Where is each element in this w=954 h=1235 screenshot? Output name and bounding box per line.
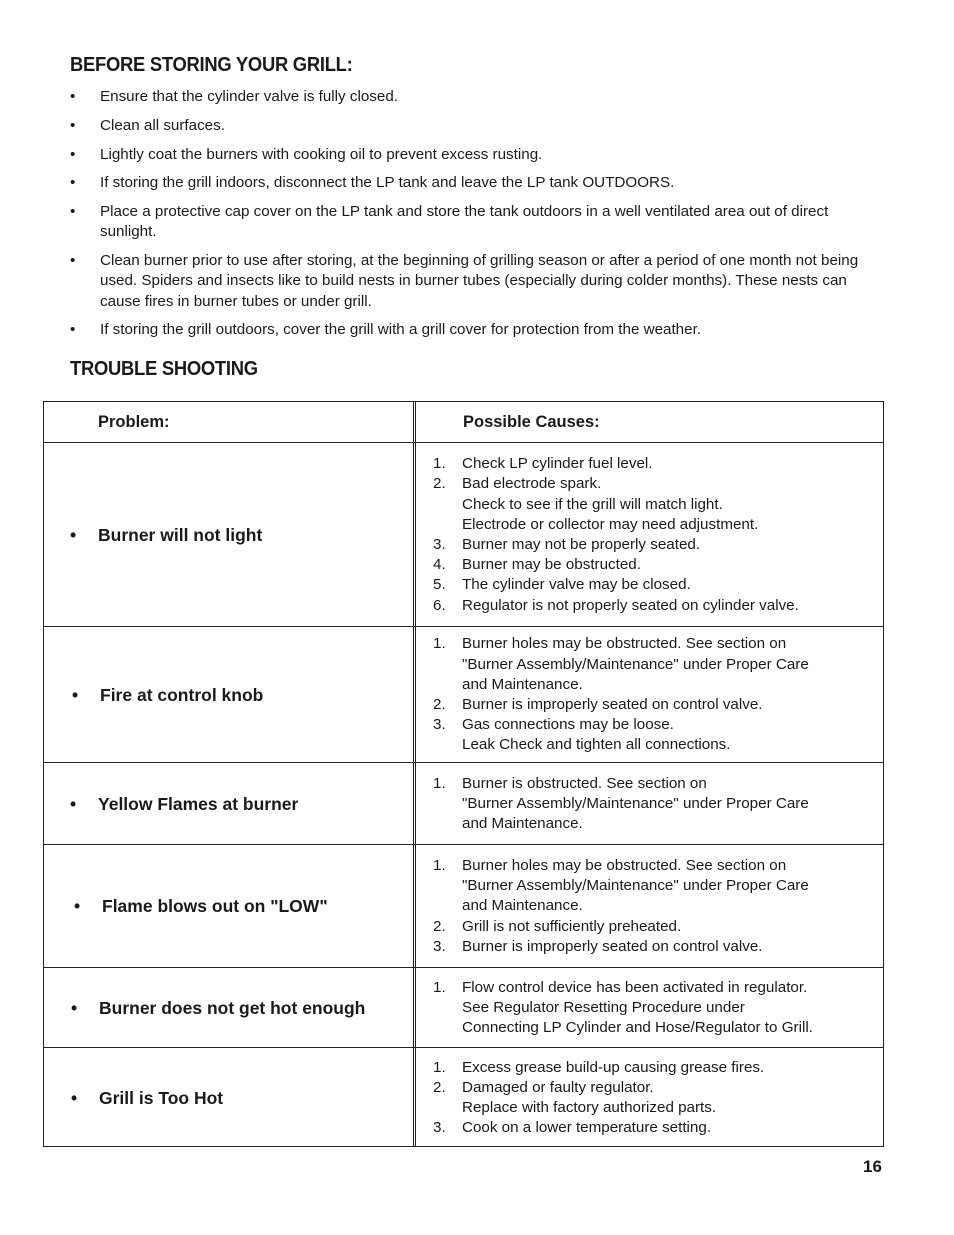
- bullet-icon: •: [74, 896, 81, 916]
- cause-text: Check LP cylinder fuel level.: [462, 455, 653, 473]
- trouble-heading: TROUBLE SHOOTING: [70, 358, 258, 380]
- problem-cell: [74, 896, 328, 917]
- list-item-text: If storing the grill outdoors, cover the grill with a grill cover for protection from the weather.: [100, 321, 702, 339]
- cause-item: [416, 856, 809, 917]
- cause-item: [416, 978, 813, 1039]
- causes-list: [416, 774, 809, 835]
- bullet-icon: •: [71, 997, 78, 1018]
- cause-item: [416, 575, 799, 595]
- cause-number: 1.: [433, 978, 446, 996]
- cause-item: [416, 474, 799, 535]
- cause-text: Grill is not sufficiently preheated.: [462, 917, 682, 935]
- causes-list: [416, 978, 813, 1039]
- list-item: [70, 173, 860, 193]
- problem-text: Burner does not get hot enough: [99, 997, 366, 1018]
- cause-text: Gas connections may be loose. Leak Check and tighten all connections.: [462, 716, 731, 754]
- problem-text: Yellow Flames at burner: [98, 793, 299, 814]
- storing-list: [70, 87, 860, 349]
- cause-number: 1.: [433, 856, 446, 874]
- cause-number: 2.: [433, 475, 446, 493]
- cause-text: Burner is obstructed. See section on "Burner Assembly/Maintenance" under Proper Care and Maintenance.: [462, 774, 809, 833]
- problem-cell: [70, 525, 262, 546]
- storing-heading: BEFORE STORING YOUR GRILL:: [70, 54, 353, 76]
- cause-text: Bad electrode spark. Check to see if the grill will match light. Electrode or collector may need adjustment.: [462, 475, 759, 533]
- list-item-text: Clean burner prior to use after storing, at the beginning of grilling season or after a period of one month not being used. Spiders and insects like to build nests in burner tubes (especially during colder months). These nests can cause fires in burner tubes or under grill.: [100, 252, 859, 310]
- bullet-icon: •: [70, 793, 77, 814]
- problem-text: Fire at control knob: [100, 684, 264, 705]
- problem-text: Grill is Too Hot: [99, 1087, 224, 1108]
- list-item: [70, 202, 860, 242]
- list-item: [70, 320, 860, 340]
- cause-item: [416, 1058, 764, 1078]
- list-item: [70, 145, 860, 165]
- cause-number: 5.: [433, 576, 446, 594]
- table-header-row: [44, 402, 883, 442]
- bullet-icon: •: [70, 174, 76, 192]
- list-item-text: If storing the grill indoors, disconnect the LP tank and leave the LP tank OUTDOORS.: [100, 174, 675, 192]
- cause-item: [416, 1078, 764, 1118]
- cause-number: 2.: [433, 696, 446, 713]
- cause-item: [416, 535, 799, 555]
- list-item: [70, 251, 860, 312]
- page-number: 16: [863, 1157, 882, 1176]
- problem-cell: [71, 998, 365, 1019]
- list-item-text: Lightly coat the burners with cooking oil to prevent excess rusting.: [100, 145, 543, 163]
- column-header-causes: Possible Causes:: [463, 412, 600, 431]
- cause-item: [416, 596, 799, 616]
- causes-list: [416, 634, 809, 755]
- column-header-problem: Problem:: [98, 412, 170, 431]
- bullet-icon: •: [70, 116, 76, 134]
- problem-text: Burner will not light: [98, 524, 263, 545]
- cause-text: Burner holes may be obstructed. See section on "Burner Assembly/Maintenance" under Proper Care and Maintenance.: [462, 856, 809, 915]
- cause-number: 3.: [433, 716, 446, 734]
- bullet-icon: •: [70, 145, 76, 163]
- causes-list: [416, 856, 809, 957]
- causes-list: [416, 1058, 764, 1139]
- list-item-text: Place a protective cap cover on the LP tank and store the tank outdoors in a well ventilated area out of direct sunlight.: [100, 203, 829, 241]
- list-item-text: Clean all surfaces.: [100, 116, 225, 134]
- cause-number: 2.: [433, 1078, 446, 1096]
- list-item: [70, 116, 860, 136]
- cause-number: 1.: [433, 774, 446, 792]
- table-row: [44, 967, 883, 1048]
- cause-text: Burner holes may be obstructed. See section on "Burner Assembly/Maintenance" under Proper Care and Maintenance.: [462, 635, 809, 693]
- cause-text: Regulator is not properly seated on cylinder valve.: [462, 596, 799, 614]
- problem-cell: [72, 685, 263, 706]
- bullet-icon: •: [70, 321, 76, 339]
- cause-item: [416, 555, 799, 575]
- bullet-icon: •: [70, 252, 76, 270]
- cause-item: [416, 634, 809, 695]
- bullet-icon: •: [70, 524, 77, 545]
- problem-text: Flame blows out on "LOW": [102, 896, 328, 916]
- list-item: [70, 87, 860, 107]
- bullet-icon: •: [70, 88, 76, 105]
- bullet-icon: •: [72, 684, 79, 705]
- bullet-icon: •: [71, 1087, 78, 1108]
- cause-number: 1.: [433, 635, 446, 653]
- cause-text: Excess grease build-up causing grease fires.: [462, 1058, 765, 1076]
- cause-text: Burner is improperly seated on control valve.: [462, 696, 763, 713]
- cause-number: 1.: [433, 455, 446, 473]
- bullet-icon: •: [70, 203, 76, 221]
- table-row: [44, 1047, 883, 1148]
- cause-number: 4.: [433, 556, 446, 574]
- cause-text: Burner is improperly seated on control valve.: [462, 937, 763, 955]
- cause-text: Damaged or faulty regulator. Replace with factory authorized parts.: [462, 1078, 717, 1116]
- cause-item: [416, 1118, 764, 1138]
- cause-text: Cook on a lower temperature setting.: [462, 1119, 712, 1137]
- cause-number: 1.: [433, 1058, 446, 1076]
- table-row: [44, 442, 883, 627]
- table-row: [44, 844, 883, 968]
- cause-text: Burner may be obstructed.: [462, 556, 641, 574]
- causes-list: [416, 454, 799, 616]
- cause-item: [416, 454, 799, 474]
- cause-text: Burner may not be properly seated.: [462, 536, 701, 553]
- cause-item: [416, 715, 809, 755]
- cause-item: [416, 917, 809, 937]
- table-row: [44, 626, 883, 763]
- cause-item: [416, 695, 809, 715]
- table-row: [44, 762, 883, 845]
- list-item-text: Ensure that the cylinder valve is fully closed.: [100, 88, 398, 105]
- problem-cell: [71, 1088, 223, 1109]
- cause-item: [416, 774, 809, 835]
- problem-cell: [70, 794, 298, 815]
- cause-item: [416, 937, 809, 957]
- cause-number: 6.: [433, 596, 446, 614]
- cause-text: Flow control device has been activated in regulator. See Regulator Resetting Procedure under Connecting LP Cylinder and Hose/Regulator to Grill.: [462, 978, 813, 1037]
- cause-number: 3.: [433, 937, 446, 955]
- cause-number: 2.: [433, 917, 446, 935]
- cause-text: The cylinder valve may be closed.: [462, 576, 691, 594]
- trouble-table: [43, 401, 884, 1147]
- cause-number: 3.: [433, 536, 446, 553]
- cause-number: 3.: [433, 1119, 446, 1137]
